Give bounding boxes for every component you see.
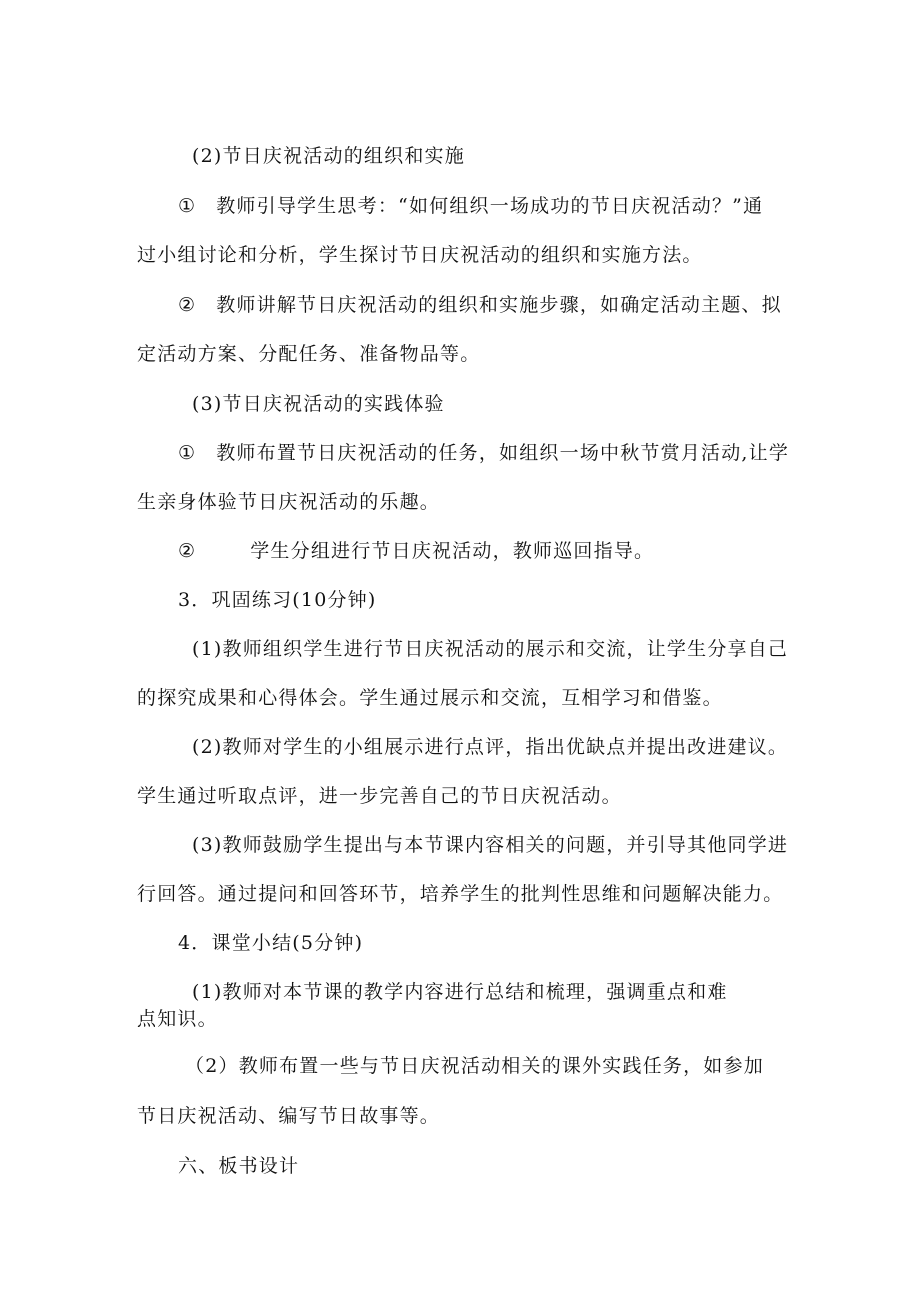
list-marker: ①: [178, 195, 197, 217]
paragraph-line: 学生通过听取点评，进一步完善自己的节日庆祝活动。: [137, 785, 622, 807]
paragraph-line: [178, 293, 782, 317]
paragraph-line: 节日庆祝活动、编写节日故事等。: [137, 1105, 441, 1127]
part-heading: 3．巩固练习(10分钟): [178, 589, 377, 611]
paragraph-line: 行回答。通过提问和回答环节，培养学生的批判性思维和问题解决能力。: [137, 883, 784, 905]
list-marker: ②: [178, 294, 197, 316]
paragraph-text: 教师讲解节日庆祝活动的组织和实施步骤，如确定活动主题、拟: [216, 294, 782, 316]
paragraph-line: (2)教师对学生的小组展示进行点评，指出优缺点并提出改进建议。: [192, 736, 789, 758]
paragraph-line: 过小组讨论和分析，学生探讨节日庆祝活动的组织和实施方法。: [137, 244, 703, 266]
list-marker: ①: [178, 442, 197, 464]
paragraph-line: 生亲身体验节日庆祝活动的乐趣。: [137, 491, 441, 513]
paragraph-line: [178, 441, 789, 465]
list-marker: ②: [178, 540, 197, 562]
paragraph-line: 点知识。: [137, 1008, 218, 1030]
section-heading: (2)节日庆祝活动的组织和实施: [192, 145, 465, 167]
paragraph-line: [178, 194, 763, 218]
paragraph-line: (1)教师组织学生进行节日庆祝活动的展示和交流，让学生分享自己: [192, 638, 789, 660]
paragraph-text: 学生分组进行节日庆祝活动，教师巡回指导。: [250, 540, 655, 562]
part-heading: 六、板书设计: [178, 1155, 300, 1177]
paragraph-text: 教师引导学生思考：“如何组织一场成功的节日庆祝活动？”通: [216, 195, 764, 217]
paragraph-line: 定活动方案、分配任务、准备物品等。: [137, 343, 481, 365]
part-heading: 4．课堂小结(5分钟): [178, 932, 364, 954]
paragraph-line: (1)教师对本节课的教学内容进行总结和梳理，强调重点和难: [192, 981, 728, 1003]
paragraph-line: （2）教师布置一些与节日庆祝活动相关的课外实践任务，如参加: [185, 1055, 764, 1077]
paragraph-line: 的探究成果和心得体会。学生通过展示和交流，互相学习和借鉴。: [137, 687, 723, 709]
paragraph-line: [178, 539, 654, 563]
paragraph-line: (3)教师鼓励学生提出与本节课内容相关的问题，并引导其他同学进: [192, 834, 789, 856]
paragraph-text: 教师布置节日庆祝活动的任务，如组织一场中秋节赏月活动,让学: [216, 442, 790, 464]
section-heading: (3)节日庆祝活动的实践体验: [192, 393, 445, 415]
